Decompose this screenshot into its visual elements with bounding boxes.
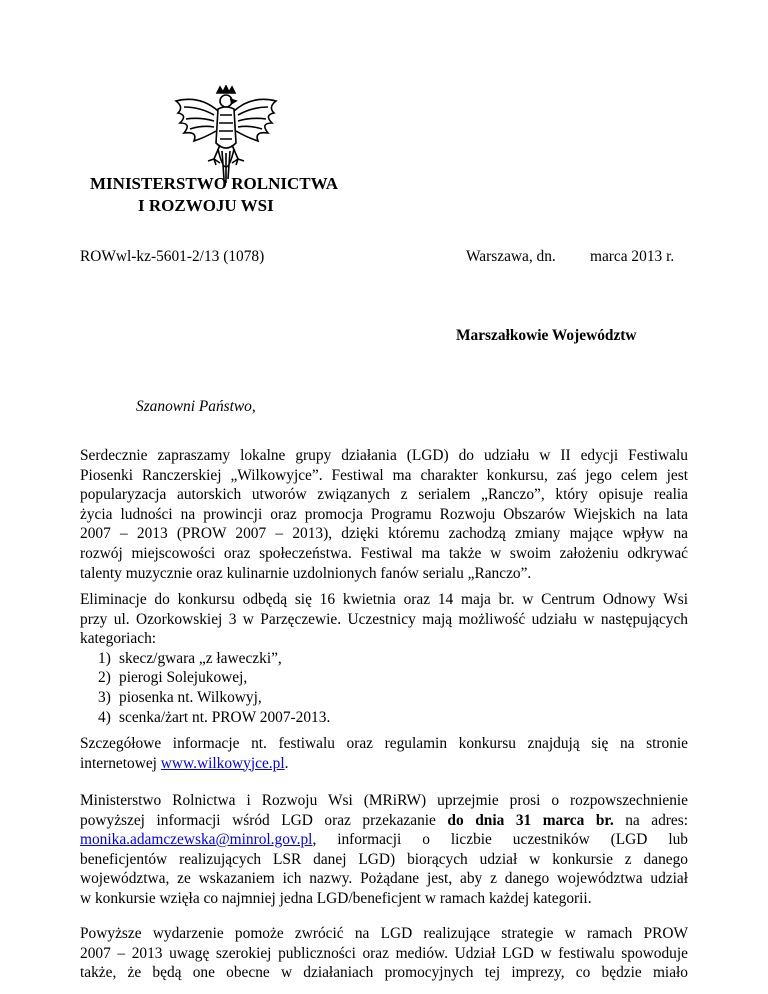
recipient: Marszałkowie Województw: [456, 327, 637, 344]
list-text: scenka/żart nt. PROW 2007-2013.: [119, 708, 331, 726]
text-line: Piosenki Ranczerskiej „Wilkowyjce”. Festiwal ma charakter konkursu, zaś jego celem jest: [80, 466, 688, 484]
text-line: Powyższe wydarzenie pomoże zwrócić na LGD realizujące strategie w ramach PROW: [80, 925, 688, 942]
text-fragment: powyższej informacji wśród LGD oraz przekazanie: [80, 811, 448, 829]
text-line: Serdecznie zapraszamy lokalne grupy działania (LGD) do udziału w II edycji Festiwalu: [80, 447, 688, 464]
list-text: pierogi Solejukowej,: [119, 669, 248, 687]
deadline: do dnia 31 marca br.: [447, 811, 614, 829]
list-item: [80, 668, 688, 688]
list-item: [80, 688, 688, 708]
text-fragment: .: [284, 754, 289, 772]
text-line: Szczegółowe informacje nt. festiwalu oraz regulamin konkursu znajdują się na stronie: [80, 735, 688, 752]
list-item: [80, 649, 688, 669]
list-number: 1): [98, 649, 111, 667]
paragraph-invitation: [80, 446, 688, 583]
paragraph-eliminations: [80, 590, 688, 727]
text-fragment: , informacji o liczbie uczestników (LGD lub: [312, 831, 688, 849]
text-line: życia ludności na prowincji oraz promocja Programu Rozwoju Obszarów Wiejskich na lata: [80, 505, 688, 523]
list-text: skecz/gwara „z ławeczki”,: [119, 649, 282, 667]
text-line: [80, 754, 688, 774]
website-link[interactable]: www.wilkowyjce.pl: [160, 754, 285, 772]
paragraph-details: [80, 734, 688, 773]
category-list: [80, 649, 688, 727]
text-line: rozwój miejscowości oraz społeczeństwa. Festiwal ma także w swoim założeniu odkrywać: [80, 544, 688, 562]
text-line: przy ul. Ozorkowskiej 3 w Parzęczewie. Uczestnicy mają możliwość udziału w następujących: [80, 610, 688, 628]
paragraph-request: [80, 791, 688, 909]
text-line: kategoriach:: [80, 630, 157, 648]
text-line: 2007 – 2013 (PROW 2007 – 2013), dzięki któremu zachodzą zmiany mające wpływ na: [80, 525, 688, 543]
date-label: marca 2013 r.: [590, 248, 675, 265]
list-number: 2): [98, 669, 111, 687]
salutation: Szanowni Państwo,: [136, 398, 256, 415]
list-text: piosenka nt. Wilkowyj,: [119, 688, 262, 706]
email-link[interactable]: monika.adamczewska@minrol.gov.pl: [80, 831, 313, 849]
ministry-line-1: MINISTERSTWO ROLNICTWA: [90, 174, 338, 193]
text-line: Eliminacje do konkursu odbędą się 16 kwietnia oraz 14 maja br. w Centrum Odnowy Wsi: [80, 591, 688, 608]
text-line: [80, 811, 688, 831]
text-line: [80, 830, 688, 850]
text-line: Ministerstwo Rolnictwa i Rozwoju Wsi (MRiRW) uprzejmie prosi o rozpowszechnienie: [80, 792, 688, 809]
list-number: 3): [98, 688, 111, 706]
text-line: w konkursie wzięła co najmniej jedna LGD/beneficjent w ramach każdej kategorii.: [80, 889, 592, 907]
text-line: także, że będą one obecne w działaniach promocyjnych tej imprezy, co będzie miało: [80, 964, 688, 982]
place-label: Warszawa, dn.: [466, 248, 556, 265]
paragraph-promotion: [80, 924, 688, 983]
text-fragment: na adres:: [613, 811, 688, 829]
list-number: 4): [98, 708, 111, 726]
text-line: popularyzacja autorskich utworów związanych z serialem „Ranczo”, który opisuje realia: [80, 486, 688, 504]
text-line: beneficjentów realizujących LSR danej LGD) biorących udział w konkursie z danego: [80, 850, 688, 868]
text-line: województwa, ze wskazaniem ich nazwy. Pożądane jest, aby z danego województwa udział: [80, 870, 688, 888]
text-fragment: internetowej: [80, 754, 161, 772]
text-line: 2007 – 2013 uwagę szerokiej publiczności oraz mediów. Udział LGD w festiwalu spowoduje: [80, 944, 688, 962]
list-item: [80, 708, 688, 728]
text-line: talenty muzycznie oraz kulinarnie uzdolnionych fanów serialu „Ranczo”.: [80, 564, 532, 582]
ministry-line-2: I ROZWOJU WSI: [138, 196, 274, 215]
reference-number: ROWwl-kz-5601-2/13 (1078): [80, 248, 265, 265]
